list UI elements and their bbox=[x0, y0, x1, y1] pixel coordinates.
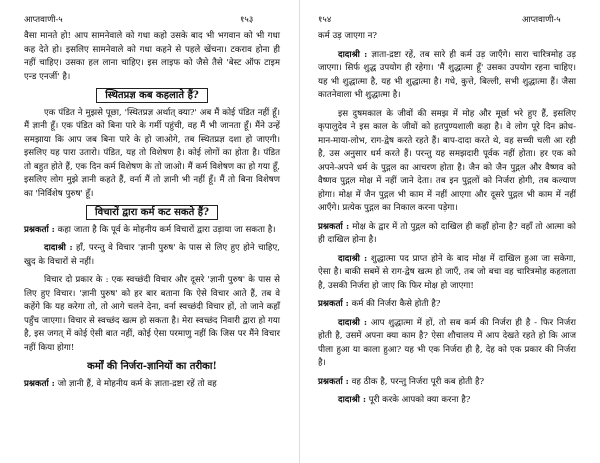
right-page-number: १५४ bbox=[318, 15, 332, 25]
question-paragraph bbox=[318, 298, 576, 312]
left-running-header: आप्तवाणी-५ bbox=[24, 15, 63, 25]
right-running-header: आप्तवाणी-५ bbox=[522, 15, 561, 25]
paragraph: एक पंडित ने मुझसे पूछा, 'स्थितप्रज्ञ अर्थात् क्या?' अब मैं कोई पंडित नहीं हूँ। मैं ज्ञानी हूँ। एक पंडित को बिना पारे के गर्मी पहुंची, वह मैं भी जानता हूँ। मैंने उन्हें समझाया कि आप जब बिना पारे के हो जाओगे, तब स्थितप्रज्ञ दशा हो जाएगी। इसलिए यह पारा उतारो। पंडित, यह तो विशेषण है। कोई लोगों का होता है। पंडित तो बहुत होते हैं, एक दिन कर्म विशेषण के तो जाओ। मैं कर्म विशेषण का हो गया हूँ, इसलिए लोग मुझे ज्ञानी कहते हैं, वर्ना मैं तो ज्ञानी भी नहीं हूँ। मैं तो बिना विशेषण का 'निर्विशेष पुरुष' हूँ। bbox=[24, 107, 280, 199]
answer-paragraph bbox=[318, 394, 576, 408]
paragraph: विचार दो प्रकार के : एक स्वच्छंदी विचार और दूसरे 'ज्ञानी पुरुष' के पास से लिए हुए विचार। 'ज्ञानी पुरुष' को हर बार बताना कि ऐसे विचार आते हैं, तब वे कहेंगे कि यह करेगा तो, तो आगे चलने देना, वर्ना स्वच्छंदी विचार हों, तो जाने कहाँ पहुँच जाएगा। विचार से स्वच्छंद खत्म हो सकता है। मेरा स्वच्छंद निवारी द्वारा हो गया है, इस जगत् में कोई ऐसी बात नहीं, कोई ऐसा परमाणु नहीं कि जिस पर मैंने विचार नहीं किया होगा! bbox=[24, 275, 280, 353]
heading-text: स्थितप्रज्ञ कब कहलाते हैं? bbox=[96, 88, 208, 103]
heading-text: विचारों द्वारा कर्म कट सकते हैं? bbox=[86, 205, 218, 220]
section-heading-sthitpragya bbox=[24, 89, 280, 103]
question-text: जो ज्ञानी हैं, वे मोहनीय कर्म के ज्ञाता-द्रष्टा रहें तो वह bbox=[57, 378, 217, 389]
question-text: वह ठीक है, परन्तु निर्जरा पूरी कब होती है? bbox=[351, 376, 485, 387]
left-page-number: १५३ bbox=[240, 15, 254, 25]
speaker-label: प्रश्नकर्ता : bbox=[24, 378, 55, 389]
right-page bbox=[300, 0, 600, 463]
continued-line: कर्म उड़ जाएगा न? bbox=[318, 31, 378, 41]
speaker-label: प्रश्नकर्ता : bbox=[24, 224, 55, 235]
speaker-label: प्रश्नकर्ता : bbox=[318, 299, 349, 309]
speaker-label: प्रश्नकर्ता : bbox=[318, 221, 350, 232]
answer-text: हाँ, परन्तु वे विचार 'ज्ञानी पुरुष' के पास से लिए हुए होने चाहिए, खुद के विचारों से नहीं। bbox=[24, 243, 280, 267]
paragraph: इस दुषमकाल के जीवों की समझ में मोह और मूर्छा भरे हुए हैं, इसलिए कृपालुदेव ने इस काल के जीवों को हतपुण्यशाली कहा है। वे लोग पूरे दिन क्रोध-मान-माया-लोभ, राग-द्वेष करते रहते हैं। बाप-दादा करते थे, वह सच्ची चली आ रही है, उस अनुसार धर्म करते हैं। परन्तु यह समझदारी पूर्वक नहीं होता। हर एक को अपने-अपने धर्म के पुद्गल का आचरण होता है। जैन को जैन पुद्गल और वैष्णव को वैष्णव पुद्गल मोक्ष में नहीं जाने देता। तब इन पुद्गलों को निर्जरा होगी, तब कल्याण होगा। मोक्ष में जैन पुद्गल भी काम में नहीं आएगा और दूसरे पुद्गल भी काम में नहीं आएँगे। प्रत्येक पुद्गल का निकाल करना पड़ेगा। bbox=[318, 108, 576, 213]
question-paragraph bbox=[24, 378, 280, 392]
speaker-label: दादाश्री : bbox=[338, 253, 368, 264]
answer-paragraph bbox=[24, 242, 280, 269]
answer-paragraph bbox=[318, 317, 576, 371]
answer-text: पूरी करके आपको क्या करना है? bbox=[368, 395, 471, 405]
section-heading-nirjara: कर्मों की निर्जरा-ज्ञानियों का तरीका! bbox=[87, 361, 217, 372]
speaker-label: दादाश्री : bbox=[338, 395, 367, 405]
answer-text: आप शुद्धात्मा में हों, तो सब कर्म की निर्जरा ही है - फिर निर्जरा होती है, उसमें अपना क्या काम है? ऐसा शौचालय में आप देखते रहते हो कि आज पीला हुआ या काला हुआ? यह भी एक निर्जरा ही है, देह को एक प्रकार की निर्जरा है। bbox=[318, 317, 577, 368]
section-heading-vichar bbox=[24, 206, 280, 220]
speaker-label: प्रश्नकर्ता : bbox=[318, 376, 349, 387]
question-paragraph bbox=[318, 221, 576, 248]
answer-paragraph bbox=[318, 253, 576, 294]
answer-paragraph bbox=[318, 49, 576, 103]
speaker-label: दादाश्री : bbox=[338, 49, 368, 60]
speaker-label: दादाश्री : bbox=[44, 243, 73, 253]
answer-text: शुद्धात्मा पद प्राप्त होने के बाद मोक्ष में दाखिल हुआ जा सकेगा, ऐसा है। बाकी सबमें से राग-द्वेष खत्म हो जाएँ, तब जो बचा वह चारित्रमोह कहलाता है, उसकी निर्जरा हो जाए कि फिर मोक्ष हो जाएगा! bbox=[318, 253, 576, 291]
intro-paragraph: वैसा मानते हो! आप सामनेवाले को गधा कहो उसके बाद भी भगवान को भी गधा कह देते हो। इसलिए सामनेवाले को गधा कहने से पहले खेंचना। टकराव होना ही नहीं चाहिए। उसका हल लाना चाहिए। इस लाइफ को जैसे तैसे 'बेस्ट ऑफ टाइम एन्ड एनर्जी' है। bbox=[24, 31, 280, 82]
question-text: मोक्ष के द्वार में तो पुद्गल को दाखिल ही कहाँ होना है? वहाँ तो आत्मा को ही दाखिल होना है। bbox=[318, 221, 577, 245]
answer-text: ज्ञाता-द्रष्टा रहें, तब सारे ही कर्म उड़ जाएँगे। सारा चारित्रमोह उड़ जाएगा। सिर्फ शुद्ध उपयोग ही रहेगा। 'मैं शुद्धात्मा हूँ' उसका उपयोग रहना चाहिए। यह भी शुद्धात्मा है, यह भी शुद्धात्मा है। गधे, कुत्ते, बिल्ली, सभी शुद्धात्मा हैं। जैसा कातनेवाला भी शुद्धात्मा है। bbox=[318, 49, 576, 100]
question-paragraph bbox=[24, 224, 280, 238]
question-text: कहा जाता है कि पूर्व के मोहनीय कर्म विचारों द्वारा उड़ाया जा सकता है। bbox=[57, 224, 276, 235]
speaker-label: दादाश्री : bbox=[338, 317, 368, 328]
left-page-body bbox=[24, 30, 280, 391]
right-page-body bbox=[318, 30, 576, 408]
question-paragraph bbox=[318, 376, 576, 390]
question-text: कर्म की निर्जरा कैसे होती है? bbox=[351, 299, 441, 309]
